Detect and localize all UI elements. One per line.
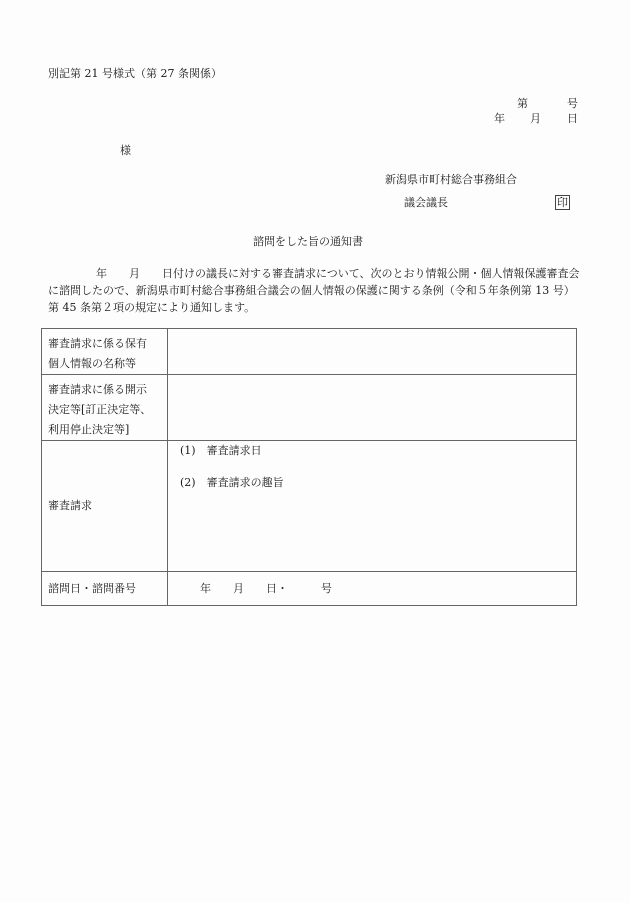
date-year: 年 [494, 112, 505, 125]
body-text: 日付けの議長に対する審査請求について、次のとおり情報公開・個人情報保護審査会に諮問したので、新潟県市町村総合事務組合議会の個人情報の保護に関する条例（令和５年条例第 13 号）第 45 条第２項の規定により通知します。 [48, 267, 580, 314]
table-row [42, 572, 577, 606]
table-row [42, 375, 577, 441]
value-review-request [168, 441, 577, 572]
body-paragraph [48, 265, 584, 316]
document-title: 諮問をした旨の通知書 [253, 235, 363, 248]
review-request-date-item: (1) 審査請求日 [180, 444, 262, 457]
label-retained-info: 審査請求に係る保有 個人情報の名称等 [42, 329, 168, 375]
notification-table [41, 328, 577, 606]
date-day: 日 [567, 112, 578, 125]
document-number-prefix: 第 [517, 97, 528, 110]
review-request-purpose-item: (2) 審査請求の趣旨 [180, 476, 284, 489]
document-number-suffix: 号 [567, 97, 578, 110]
seal-mark: 印 [557, 196, 568, 209]
body-year: 年 [96, 267, 107, 280]
addressee-honorific: 様 [120, 144, 131, 157]
form-identifier: 別記第 21 号様式（第 27 条関係） [48, 67, 222, 80]
label-consultation-date-number: 諮問日・諮問番号 [42, 572, 168, 606]
table-row [42, 329, 577, 375]
sender-organization: 新潟県市町村総合事務組合 [385, 173, 517, 186]
sender-title: 議会議長 [404, 196, 448, 209]
label-review-request: 審査請求 [42, 441, 168, 572]
table-row [42, 441, 577, 572]
body-month: 月 [129, 267, 140, 280]
value-consultation-date-number: 年 月 日・ 号 [168, 572, 577, 606]
label-disclosure-decision: 審査請求に係る開示 決定等[訂正決定等、 利用停止決定等] [42, 375, 168, 441]
date-month: 月 [530, 112, 541, 125]
value-retained-info [168, 329, 577, 375]
value-disclosure-decision [168, 375, 577, 441]
